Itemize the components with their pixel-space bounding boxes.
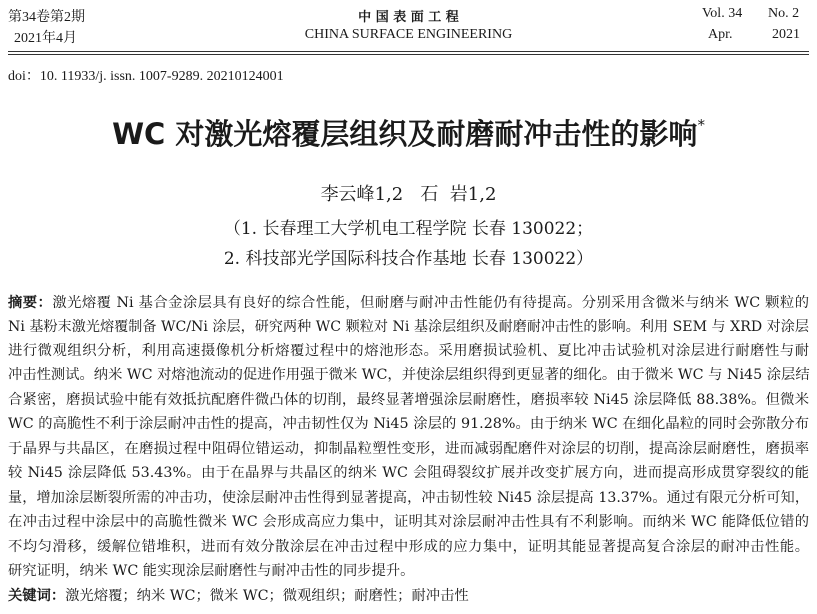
doi: doi：10. 11933/j. issn. 1007-9289. 20210124001 — [8, 69, 284, 84]
abstract-line: 合紧密，磨损试验中能有效抵抗配磨件微凸体的切削，最终显著增强涂层耐磨性，磨损率较 Ni45 涂层降低 88.38%。但微米 — [8, 392, 809, 408]
abstract-line: 进行微观组织分析，利用高速摄像机分析熔覆过程中的熔池形态。采用磨损试验机、夏比冲击试验机对涂层进行耐磨性与耐 — [8, 343, 809, 359]
abstract-line: 量，增加涂层断裂所需的冲击功，使涂层耐冲击性得到显著提高，冲击韧性较 Ni45 涂层提高 13.37%。通过有限元分析可知， — [8, 490, 809, 506]
month-en: Apr. — [708, 27, 733, 42]
volume-issue-cn: 第34卷第2期 — [8, 10, 85, 25]
abstract-line: Ni 基粉末激光熔覆制备 WC/Ni 涂层，研究两种 WC 颗粒对 Ni 基涂层组织及耐磨耐冲击性的影响。利用 SEM 与 XRD 对涂层 — [8, 319, 809, 335]
abstract-line: 研究证明，纳米 WC 能实现涂层耐磨性与耐冲击性的同步提升。 — [8, 563, 415, 579]
affiliation-1: （1. 长春理工大学机电工程学院 长春 130022； — [223, 219, 594, 239]
paper-title — [0, 112, 817, 153]
header-rule — [8, 51, 809, 52]
affiliation-2: 2. 科技部光学国际科技合作基地 长春 130022） — [223, 249, 594, 269]
year-en: 2021 — [772, 27, 800, 42]
abstract-line: 较 Ni45 涂层降低 53.43%。由于在晶界与共晶区的纳米 WC 会阻碍裂纹扩展并改变扩展方向，进而提高形成贯穿裂纹的能 — [8, 465, 809, 481]
authors: 李云峰1,2 石 岩1,2 — [320, 184, 497, 205]
abstract-line: 激光熔覆 Ni 基合金涂层具有良好的综合性能，但耐磨与耐冲击性能仍有待提高。分别采用含微米与纳米 WC 颗粒的 — [52, 295, 810, 311]
keywords-label: 关键词： — [8, 588, 66, 604]
abstract-line: 于晶界与共晶区，在磨损过程中阻碍位错运动，抑制晶粒塑性变形，进而减弱配磨件对涂层的切削，提高涂层耐磨性，磨损率 — [8, 441, 809, 457]
journal-name-en: CHINA SURFACE ENGINEERING — [304, 27, 513, 42]
abstract-line: 冲击性测试。纳米 WC 对熔池流动的促进作用强于微米 WC，并使涂层组织得到更显著的细化。由于微米 WC 与 Ni45 涂层结 — [8, 367, 810, 383]
issue-en: No. 2 — [768, 6, 800, 21]
abstract-line: 在冲击过程中涂层中的高脆性微米 WC 会形成高应力集中，证明其对涂层耐冲击性具有不利影响。而纳米 WC 能降低位错的 — [8, 514, 809, 530]
journal-name-cn: 中 国 表 面 工 程 — [358, 10, 459, 25]
header-rule — [8, 54, 809, 55]
title-footnote-mark: * — [697, 116, 705, 134]
title-text: WC 对激光熔覆层组织及耐磨耐冲击性的影响 — [112, 117, 698, 151]
keywords: 激光熔覆；纳米 WC；微米 WC；微观组织；耐磨性；耐冲击性 — [65, 588, 469, 604]
volume-en: Vol. 34 — [702, 6, 743, 21]
date-cn: 2021年4月 — [14, 31, 77, 46]
abstract-label: 摘要： — [8, 295, 53, 311]
abstract-line: 不均匀滑移，缓解位错堆积，进而有效分散涂层在冲击过程中形成的应力集中，证明其能显著提高复合涂层的耐冲击性能。 — [8, 539, 809, 555]
abstract-line: WC 的高脆性不利于涂层耐冲击性的提高，冲击韧性仅为 Ni45 涂层的 91.28%。由于纳米 WC 在细化晶粒的同时会弥散分布 — [8, 416, 809, 432]
